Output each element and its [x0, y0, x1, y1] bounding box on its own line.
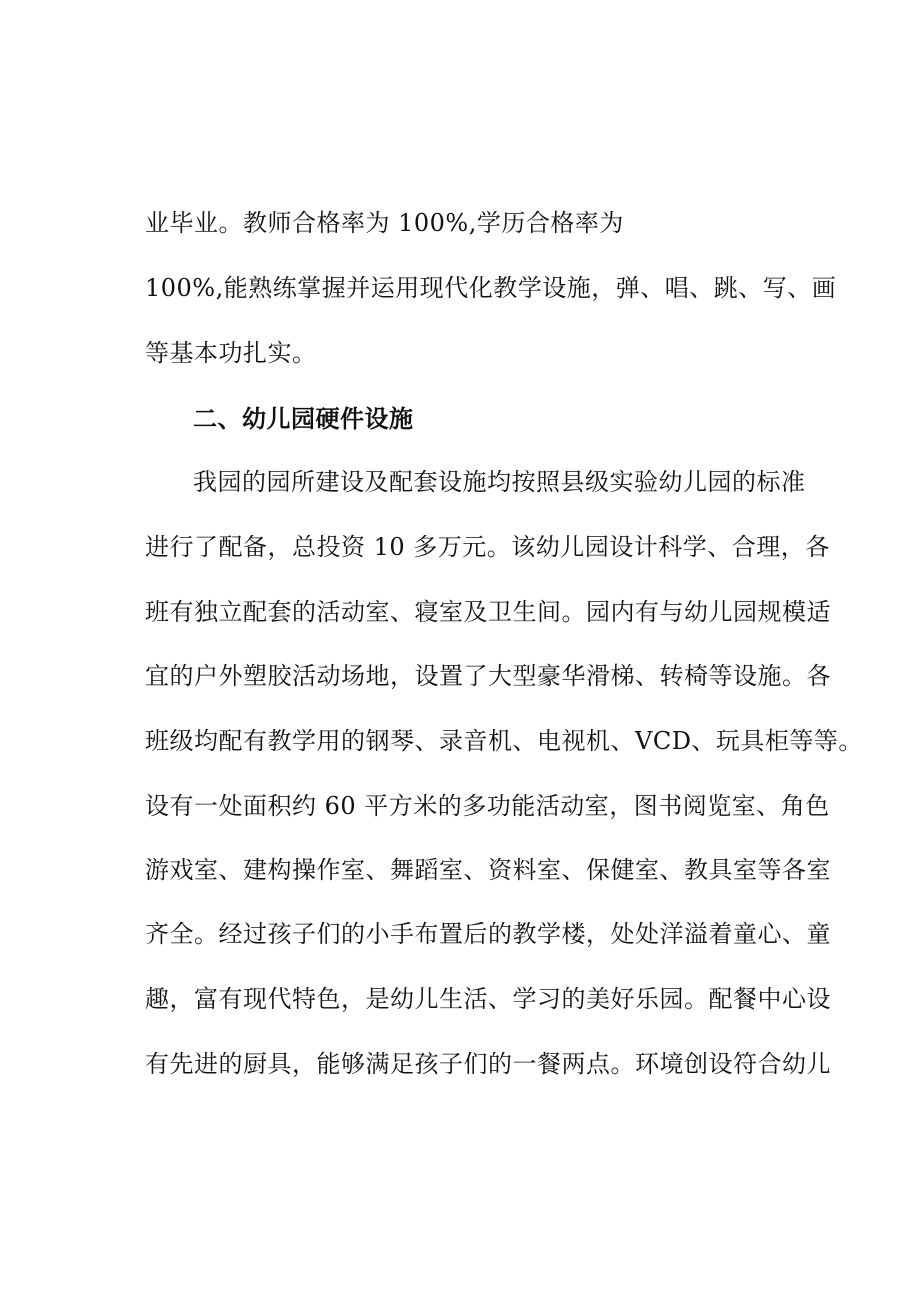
- paragraph-line: 班有独立配套的活动室、寝室及卫生间。园内有与幼儿园规模适: [145, 598, 831, 626]
- section-heading: 二、幼儿园硬件设施: [193, 405, 414, 433]
- paragraph-line: 宜的户外塑胶活动场地，设置了大型豪华滑梯、转椅等设施。各: [145, 662, 831, 690]
- paragraph-line: 班级均配有教学用的钢琴、录音机、电视机、VCD、玩具柜等等。: [145, 727, 863, 755]
- paragraph-line: 有先进的厨具，能够满足孩子们的一餐两点。环境创设符合幼儿: [145, 1050, 831, 1078]
- paragraph-line: 游戏室、建构操作室、舞蹈室、资料室、保健室、教具室等各室: [145, 856, 831, 884]
- paragraph-line: 齐全。经过孩子们的小手布置后的教学楼，处处洋溢着童心、童: [145, 920, 831, 948]
- paragraph-line: 100%,能熟练掌握并运用现代化教学设施，弹、唱、跳、写、画: [145, 274, 837, 302]
- paragraph-line: 设有一处面积约 60 平方米的多功能活动室，图书阅览室、角色: [145, 792, 830, 820]
- paragraph-line: 等基本功扎实。: [145, 339, 317, 367]
- paragraph-line: 趣，富有现代特色，是幼儿生活、学习的美好乐园。配餐中心设: [145, 985, 831, 1013]
- paragraph-line: 我园的园所建设及配套设施均按照县级实验幼儿园的标准: [193, 468, 806, 496]
- paragraph-line: 进行了配备，总投资 10 多万元。该幼儿园设计科学、合理，各: [145, 533, 830, 561]
- paragraph-line: 业毕业。教师合格率为 100%,学历合格率为: [145, 209, 624, 237]
